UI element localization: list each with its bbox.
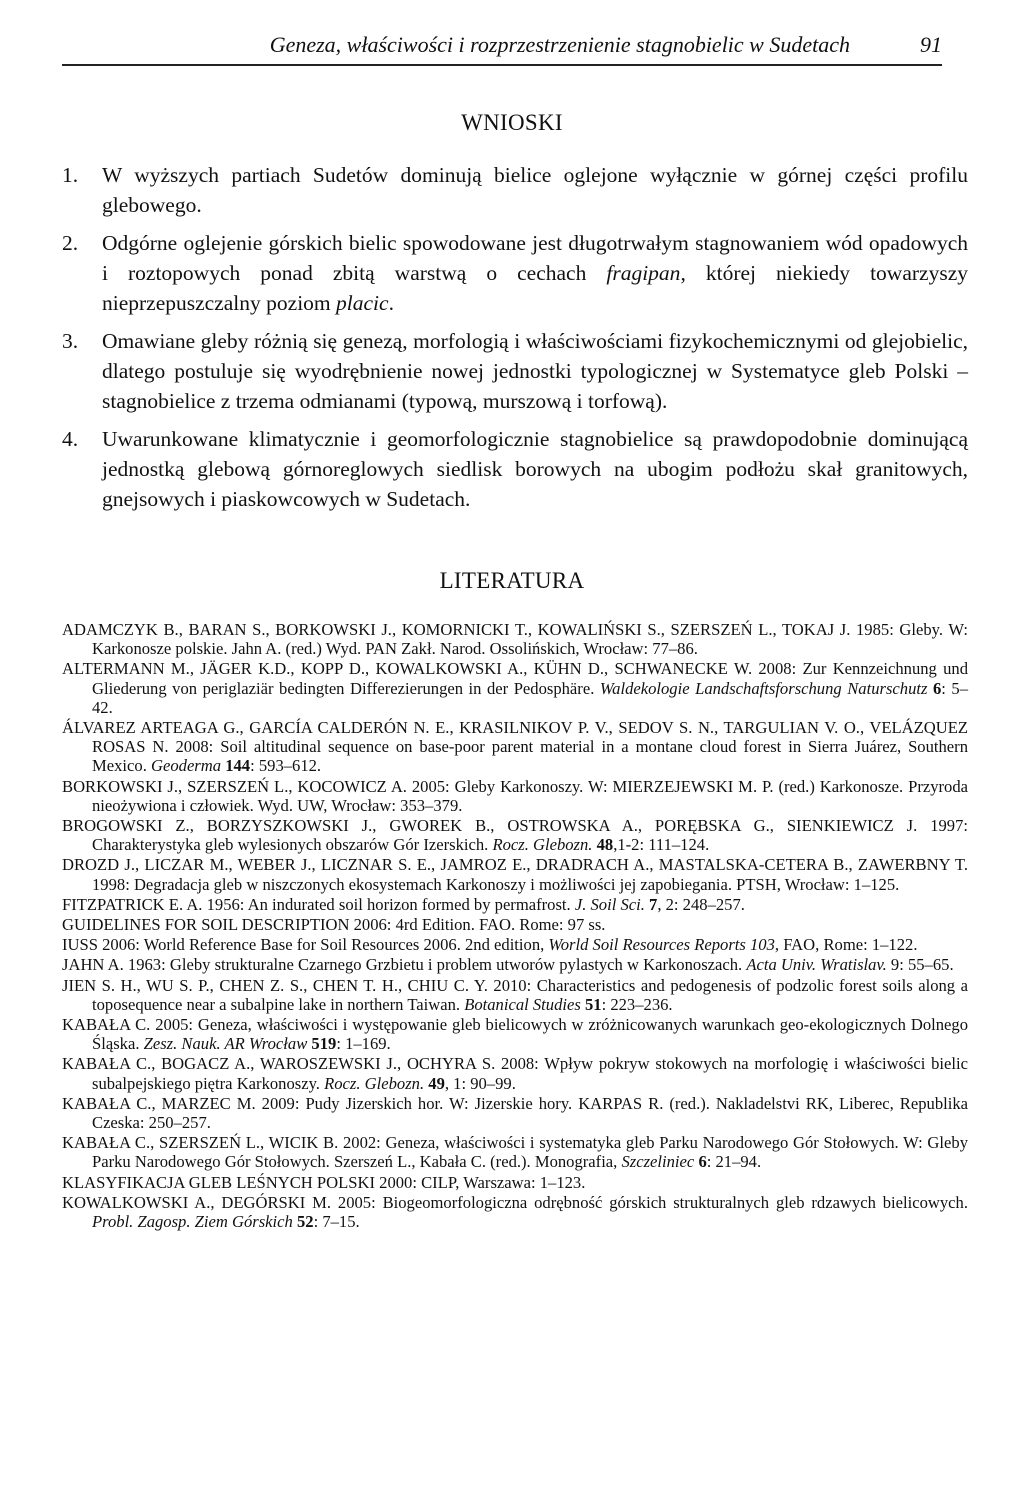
text-run: KABAŁA C., BOGACZ A., WAROSZEWSKI J., OCHYRA S. 2008: Wpływ pokryw stokowych na morfologię i właściwości bielic subalpejskiego piętra Karkonoszy. [62, 1054, 968, 1093]
reference-entry [62, 855, 968, 893]
text-run: : 7–15. [313, 1212, 360, 1232]
conclusion-text: Uwarunkowane klimatycznie i geomorfologicznie stagnobielice są prawdopodobnie dominującą jednostką glebową górnoreglowych siedlisk borowych na ubogim podłożu skał granitowych, gnejsowych i piaskowcowych w Sudetach. [102, 427, 968, 511]
italic-run: J. Soil Sci. [574, 894, 645, 914]
text-run: 9: 55–65. [886, 955, 954, 975]
text-run: KABAŁA C. 2005: Geneza, właściwości i występowanie gleb bielicowych w zróżnicowanych warunkach geo-ekologicznych Dolnego Śląska. [62, 1015, 968, 1054]
text-run: : 1–169. [336, 1034, 391, 1054]
conclusion-item [62, 228, 968, 318]
italic-run: Zesz. Nauk. AR Wrocław [143, 1034, 308, 1054]
bold-run: 49 [428, 1073, 445, 1093]
conclusion-text: Omawiane gleby różnią się genezą, morfologią i właściwościami fizykochemicznymi od glejobielic, dlatego postuluje się wyodrębnienie nowej jednostki typologicznej w Systematyce gleb Polski – stagnobielice z trzema odmianami (typową, murszową i torfową). [102, 329, 968, 413]
text-run: KABAŁA C., SZERSZEŃ L., WICIK B. 2002: Geneza, właściwości i systematyka gleb Parku Narodowego Gór Stołowych. W: Gleby Parku Narodowego Gór Stołowych. Szerszeń L., Kabała C. (red.). Monografia, [62, 1133, 968, 1172]
text-run: KABAŁA C., MARZEC M. 2009: Pudy Jizerskich hor. W: Jizerskie hory. KARPAS R. (red.). Nakladelstvi RK, Liberec, Republika Czeska: 250–257. [62, 1093, 968, 1133]
conclusions-list [62, 160, 968, 522]
text-run: , 1: 90–99. [444, 1073, 516, 1093]
text-run: , FAO, Rome: 1–122. [774, 935, 918, 955]
bold-run: 51 [584, 994, 602, 1014]
italic-run: Rocz. Glebozn. [324, 1073, 425, 1093]
reference-entry [62, 659, 968, 717]
reference-entry [62, 976, 968, 1014]
italic-term: placic [336, 291, 389, 315]
bold-run: 6 [932, 678, 942, 698]
reference-list [62, 620, 968, 1232]
italic-run: Geoderma [151, 756, 222, 776]
text-run: JAHN A. 1963: Gleby strukturalne Czarnego Grzbietu i problem utworów pylastych w Karkonoszach. [62, 955, 747, 975]
conclusion-number: 3. [62, 329, 79, 353]
text-run: ÁLVAREZ ARTEAGA G., GARCÍA CALDERÓN N. E., KRASILNIKOV P. V., SEDOV S. N., TARGULIAN V. O., VELÁZQUEZ ROSAS N. 2008: Soil altitudinal sequence on base-poor parent material in a montane cloud forest in Sierra Juárez, Southern Mexico. [62, 718, 968, 776]
reference-entry [62, 816, 968, 854]
text-run: : 5–42. [92, 678, 968, 717]
text-run: : 21–94. [706, 1152, 762, 1172]
italic-run: Acta Univ. Wratislav. [746, 955, 887, 975]
text-run: . [388, 291, 394, 315]
text-run: IUSS 2006: World Reference Base for Soil Resources 2006. 2nd edition, [62, 935, 549, 955]
literature-heading: LITERATURA [439, 568, 585, 593]
italic-run: Rocz. Glebozn. [492, 835, 593, 855]
conclusion-number: 4. [62, 427, 79, 451]
text-run: BORKOWSKI J., SZERSZEŃ L., KOCOWICZ A. 2005: Gleby Karkonoszy. W: MIERZEJEWSKI M. P. (red.) Karkonosze. Przyroda nieożywiona i człowiek. Wyd. UW, Wrocław: 353–379. [62, 776, 968, 815]
text-run: , 2: 248–257. [657, 894, 745, 914]
text-run: ADAMCZYK B., BARAN S., BORKOWSKI J., KOMORNICKI T., KOWALIŃSKI S., SZERSZEŃ L., TOKAJ J. 1985: Gleby. W: Karkonosze polskie. Jahn A. (red.) Wyd. PAN Zakł. Narod. Ossolińskich, Wrocław: 77–86. [62, 620, 968, 659]
text-run: JIEN S. H., WU S. P., CHEN Z. S., CHEN T. H., CHIU C. Y. 2010: Characteristics and pedogenesis of podzolic forest soils along a toposequence near a subalpine lake in northern Taiwan. [62, 975, 968, 1014]
reference-entry [62, 1133, 968, 1171]
italic-term: fragipan [606, 261, 681, 285]
reference-entry [62, 1094, 968, 1132]
reference-entry [62, 1015, 968, 1053]
bold-run: 48 [596, 835, 614, 855]
text-run: : 593–612. [250, 756, 322, 776]
reference-entry [62, 955, 968, 974]
bold-run: 52 [296, 1212, 314, 1232]
text-run: KOWALKOWSKI A., DEGÓRSKI M. 2005: Biogeomorfologiczna odrębność górskich strukturalnych gleb rdzawych bielicowych. [62, 1192, 968, 1212]
italic-run: World Soil Resources Reports 103 [548, 935, 775, 955]
text-run: GUIDELINES FOR SOIL DESCRIPTION 2006: 4rd Edition. FAO. Rome: 97 ss. [62, 915, 606, 935]
running-title: Geneza, właściwości i rozprzestrzenienie stagnobielic w Sudetach [269, 32, 850, 57]
text-run: , której niekiedy towarzyszy nieprzepuszczalny poziom [102, 261, 968, 315]
conclusion-number: 2. [62, 231, 79, 255]
reference-entry [62, 935, 968, 954]
text-run: Odgórne oglejenie górskich bielic spowodowane jest długotrwałym stagnowaniem wód opadowych i roztopowych ponad zbitą warstwą o cechach [102, 231, 968, 285]
conclusion-number: 1. [62, 163, 79, 187]
bold-run: 519 [311, 1034, 337, 1054]
conclusions-heading: WNIOSKI [461, 110, 563, 135]
bold-run: 144 [225, 756, 251, 776]
reference-entry [62, 718, 968, 776]
conclusion-item [62, 424, 968, 514]
italic-run: Szczeliniec [621, 1152, 695, 1172]
italic-run: Botanical Studies [464, 994, 581, 1014]
reference-entry [62, 1173, 968, 1192]
text-run: : 223–236. [601, 994, 673, 1014]
reference-entry [62, 1054, 968, 1092]
bold-run: 7 [649, 894, 658, 914]
conclusion-item [62, 160, 968, 220]
italic-run: Waldekologie Landschaftsforschung Naturschutz [599, 678, 928, 698]
text-run: ALTERMANN M., JÄGER K.D., KOPP D., KOWALKOWSKI A., KÜHN D., SCHWANECKE W. 2008: Zur Kennzeichnung und Gliederung von periglaziär bedingten Differezierungen in der Pedosphäre. [62, 659, 968, 698]
conclusion-item [62, 326, 968, 416]
text-run: KLASYFIKACJA GLEB LEŚNYCH POLSKI 2000: CILP, Warszawa: 1–123. [62, 1172, 586, 1192]
text-run: DROZD J., LICZAR M., WEBER J., LICZNAR S. E., JAMROZ E., DRADRACH A., MASTALSKA-CETERA B., ZAWERBNY T. 1998: Degradacja gleb w niszczonych ekosystemach Karkonoszy i możliwości jej zapobiegania. PTSH, Wrocław: 1–125. [62, 855, 968, 894]
reference-entry [62, 620, 968, 658]
bold-run: 6 [698, 1152, 707, 1172]
reference-entry [62, 895, 968, 914]
reference-entry [62, 777, 968, 815]
running-header [62, 32, 942, 66]
page-number: 91 [920, 32, 942, 57]
conclusion-text [102, 231, 968, 315]
text-run: BROGOWSKI Z., BORZYSZKOWSKI J., GWOREK B., OSTROWSKA A., PORĘBSKA G., SIENKIEWICZ J. 1997: Charakterystyka gleb wylesionych obszarów Gór Izerskich. [62, 816, 968, 855]
text-run: ,1-2: 111–124. [613, 835, 710, 855]
italic-run: Probl. Zagosp. Ziem Górskich [92, 1212, 293, 1232]
text-run: FITZPATRICK E. A. 1956: An indurated soil horizon formed by permafrost. [62, 894, 575, 914]
conclusion-text: W wyższych partiach Sudetów dominują bielice oglejone wyłącznie w górnej części profilu glebowego. [102, 163, 968, 217]
reference-entry [62, 915, 968, 934]
reference-entry [62, 1193, 968, 1231]
